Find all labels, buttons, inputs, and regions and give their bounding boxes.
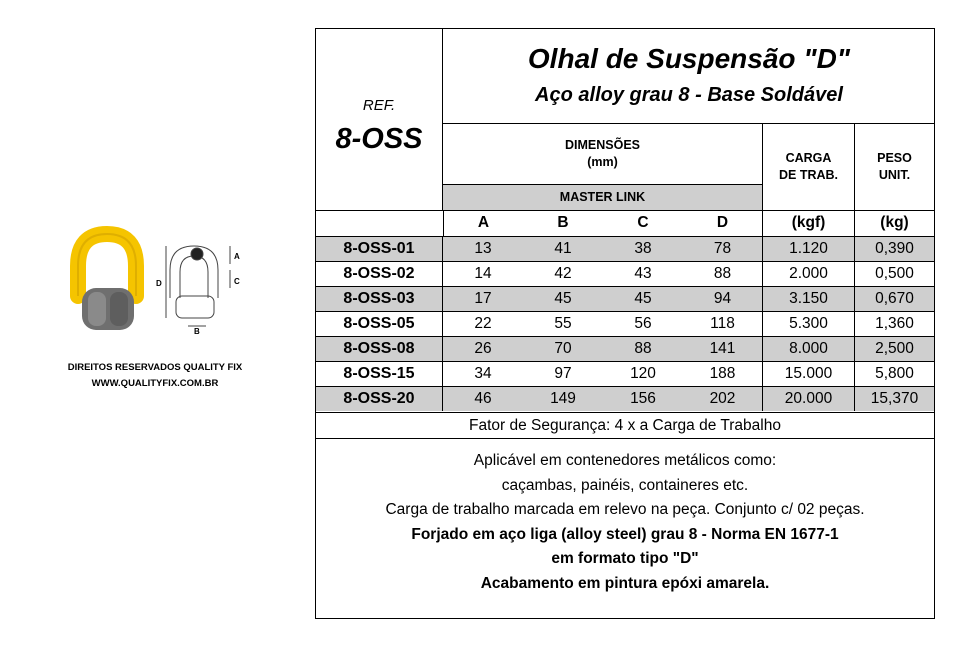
load-label-2: DE TRAB. bbox=[778, 168, 839, 182]
cell-ref: 8-OSS-02 bbox=[316, 262, 443, 286]
notes bbox=[316, 449, 934, 596]
cell-b: 149 bbox=[550, 390, 576, 407]
note-line: Aplicável em contenedores metálicos como: bbox=[473, 452, 777, 469]
cell-weight: 1,360 bbox=[854, 312, 934, 336]
cell-d: 118 bbox=[710, 315, 735, 332]
dim-label-c: C bbox=[234, 277, 240, 286]
load-label-1: CARGA bbox=[785, 151, 832, 165]
cell-b: 41 bbox=[554, 240, 572, 257]
load-header bbox=[762, 124, 854, 210]
cell-load: 3.150 bbox=[762, 287, 854, 311]
cell-weight: 0,500 bbox=[854, 262, 934, 286]
ref-cell bbox=[316, 29, 443, 210]
cell-a: 13 bbox=[474, 240, 492, 257]
cell-d: 88 bbox=[713, 265, 732, 282]
dimensions-label: DIMENSÕES bbox=[564, 138, 640, 152]
table-row bbox=[316, 336, 934, 361]
dim-label-a: A bbox=[234, 252, 240, 261]
cell-weight: 15,370 bbox=[854, 387, 934, 411]
column-headings bbox=[316, 210, 934, 236]
cell-c: 38 bbox=[634, 240, 652, 257]
cell-b: 45 bbox=[554, 290, 572, 307]
cell-a: 34 bbox=[474, 365, 492, 382]
table-row bbox=[316, 361, 934, 386]
cell-b: 97 bbox=[554, 365, 572, 382]
cell-load: 8.000 bbox=[762, 337, 854, 361]
col-a: A bbox=[443, 210, 523, 236]
cell-a: 22 bbox=[474, 315, 492, 332]
cell-load: 1.120 bbox=[762, 237, 854, 261]
cell-d: 202 bbox=[709, 390, 736, 407]
weight-header bbox=[854, 124, 934, 210]
cell-a: 46 bbox=[474, 390, 492, 407]
page-title: Olhal de Suspensão "D" bbox=[527, 43, 851, 74]
cell-ref: 8-OSS-15 bbox=[316, 362, 443, 386]
note-line: caçambas, painéis, containeres etc. bbox=[501, 476, 749, 494]
spec-table bbox=[315, 28, 935, 619]
cell-a: 17 bbox=[474, 290, 492, 307]
cell-b: 42 bbox=[554, 265, 572, 282]
table-row bbox=[316, 286, 934, 311]
cell-weight: 0,390 bbox=[854, 237, 934, 261]
col-load-unit: (kgf) bbox=[762, 210, 854, 236]
cell-load: 15.000 bbox=[762, 362, 854, 386]
cell-weight: 0,670 bbox=[854, 287, 934, 311]
cell-weight: 2,500 bbox=[854, 337, 934, 361]
cell-c: 156 bbox=[630, 390, 656, 407]
page-subtitle: Aço alloy grau 8 - Base Soldável bbox=[535, 84, 843, 106]
website-text: WWW.QUALITYFIX.COM.BR bbox=[91, 378, 219, 389]
ref-label: REF. bbox=[362, 97, 396, 114]
dim-label-d: D bbox=[156, 279, 162, 288]
safety-factor: Fator de Segurança: 4 x a Carga de Trabalho bbox=[316, 412, 934, 439]
table-row bbox=[316, 236, 934, 261]
note-line-bold: em formato tipo "D" bbox=[551, 550, 699, 567]
d-ring-photo bbox=[78, 234, 136, 330]
cell-d: 78 bbox=[713, 240, 732, 257]
cell-ref: 8-OSS-20 bbox=[316, 387, 443, 411]
cell-d: 94 bbox=[713, 290, 732, 307]
weight-label-2: UNIT. bbox=[878, 168, 911, 182]
cell-c: 120 bbox=[630, 365, 656, 382]
cell-load: 20.000 bbox=[762, 387, 854, 411]
cell-weight: 5,800 bbox=[854, 362, 934, 386]
note-line-bold: Forjado em aço liga (alloy steel) grau 8 - Norma EN 1677-1 bbox=[411, 525, 839, 543]
col-weight-unit: (kg) bbox=[854, 210, 934, 236]
cell-b: 55 bbox=[554, 315, 572, 332]
table-row bbox=[316, 261, 934, 286]
cell-load: 5.300 bbox=[762, 312, 854, 336]
cell-b: 70 bbox=[554, 340, 572, 357]
note-line: Carga de trabalho marcada em relevo na peça. Conjunto c/ 02 peças. bbox=[385, 501, 865, 518]
cell-a: 26 bbox=[474, 340, 492, 357]
cell-ref: 8-OSS-08 bbox=[316, 337, 443, 361]
cell-d: 141 bbox=[709, 340, 736, 357]
ref-code: 8-OSS bbox=[335, 123, 423, 155]
cell-ref: 8-OSS-05 bbox=[316, 312, 443, 336]
product-panel bbox=[0, 0, 310, 646]
master-link-header: MASTER LINK bbox=[443, 184, 762, 210]
table-row bbox=[316, 311, 934, 336]
d-ring-drawing bbox=[166, 246, 230, 326]
dimensions-unit: (mm) bbox=[587, 155, 618, 169]
table-row bbox=[316, 386, 934, 411]
cell-d: 188 bbox=[709, 365, 736, 382]
cell-ref: 8-OSS-03 bbox=[316, 287, 443, 311]
cell-c: 43 bbox=[634, 265, 652, 282]
col-c: C bbox=[637, 214, 649, 231]
cell-c: 88 bbox=[634, 340, 652, 357]
copyright-text: DIREITOS RESERVADOS QUALITY FIX bbox=[67, 362, 243, 373]
cell-ref: 8-OSS-01 bbox=[316, 237, 443, 261]
note-line-bold: Acabamento em pintura epóxi amarela. bbox=[480, 574, 770, 592]
product-illustration bbox=[60, 226, 260, 346]
dimensions-header bbox=[443, 124, 762, 184]
col-d: D bbox=[716, 214, 729, 231]
cell-a: 14 bbox=[474, 265, 492, 282]
cell-c: 45 bbox=[634, 290, 652, 307]
col-b: B bbox=[557, 214, 569, 231]
weight-label-1: PESO bbox=[877, 151, 912, 165]
cell-c: 56 bbox=[634, 315, 652, 332]
cell-load: 2.000 bbox=[762, 262, 854, 286]
dim-label-b: B bbox=[194, 327, 200, 336]
